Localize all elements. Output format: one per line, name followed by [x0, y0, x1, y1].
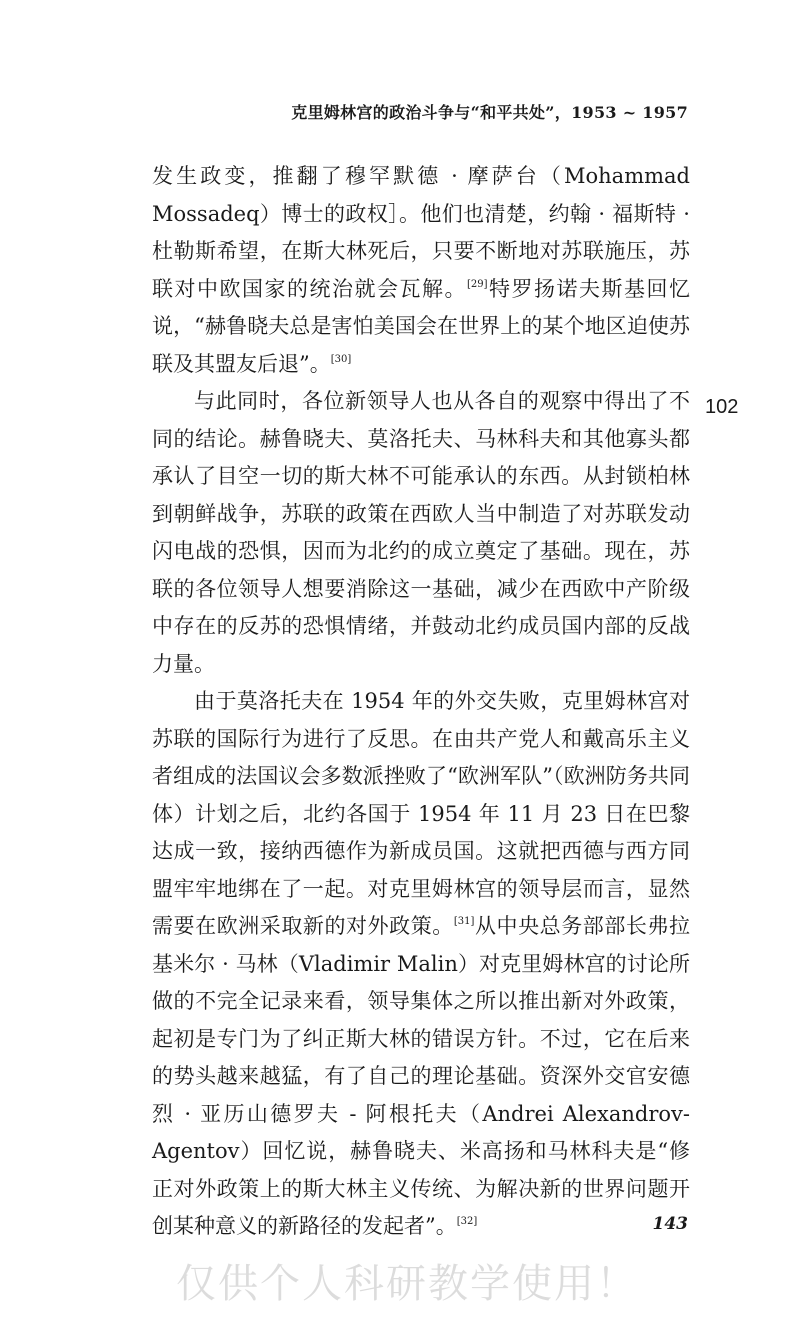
footnote-ref: [29]: [466, 278, 488, 290]
page-number: 143: [652, 1214, 688, 1234]
running-head: 克里姆林宫的政治斗争与“和平共处”，1953 ~ 1957: [291, 103, 688, 122]
footnote-ref: [31]: [453, 916, 475, 927]
footnote-ref: [32]: [456, 1216, 478, 1227]
body-text: [152, 158, 690, 1246]
text-run: 发生政变，推翻了穆罕默德 · 摩萨台（Mohammad Mossadeq）博士的政权］。他们也清楚，约翰 · 福斯特 · 杜勒斯希望，在斯大林死后，只要不断地对苏联施压，苏联对中欧国家的统治就会瓦解。: [152, 164, 690, 301]
footnote-ref: [30]: [330, 353, 352, 365]
watermark: 仅供个人科研教学使用！: [176, 1261, 638, 1307]
margin-page-number: 102: [705, 396, 739, 418]
text-run: 与此同时，各位新领导人也从各自的观察中得出了不同的结论。赫鲁晓夫、莫洛托夫、马林科夫和其他寡头都承认了目空一切的斯大林不可能承认的东西。从封锁柏林到朝鲜战争，苏联的政策在西欧人当中制造了对苏联发动闪电战的恐惧，因而为北约的成立奠定了基础。现在，苏联的各位领导人想要消除这一基础，减少在西欧中产阶级中存在的反苏的恐惧情绪，并鼓动北约成员国内部的反战力量。: [152, 389, 690, 676]
paragraph-3: [152, 683, 690, 1246]
paragraph-2: [152, 383, 690, 683]
text-run: 从中央总务部部长弗拉基米尔 · 马林（Vladimir Malin）对克里姆林宫的讨论所做的不完全记录来看，领导集体之所以推出新对外政策，起初是专门为了纠正斯大林的错误方针。不过，它在后来的势头越来越猛，有了自己的理论基础。资深外交官安德烈 · 亚历山德罗夫 - 阿根托夫（Andrei Alexandrov-Agentov）回忆说，赫鲁晓夫、米高扬和马林科夫是“修正对外政策上的斯大林主义传统、为解决新的世界问题开创某种意义的新路径的发起者”。: [152, 914, 691, 1238]
paragraph-1: [152, 158, 690, 383]
text-run: 由于莫洛托夫在 1954 年的外交失败，克里姆林宫对苏联的国际行为进行了反思。在由共产党人和戴高乐主义者组成的法国议会多数派挫败了“欧洲军队”（欧洲防务共同体）计划之后，北约各国于 1954 年 11 月 23 日在巴黎达成一致，接纳西德作为新成员国。这就把西德与西方同盟牢牢地绑在了一起。对克里姆林宫的领导层而言，显然需要在欧洲采取新的对外政策。: [152, 689, 690, 938]
text-run: 特罗扬诺夫斯基回忆说，“赫鲁晓夫总是害怕美国会在世界上的某个地区迫使苏联及其盟友后退”。: [152, 276, 691, 376]
